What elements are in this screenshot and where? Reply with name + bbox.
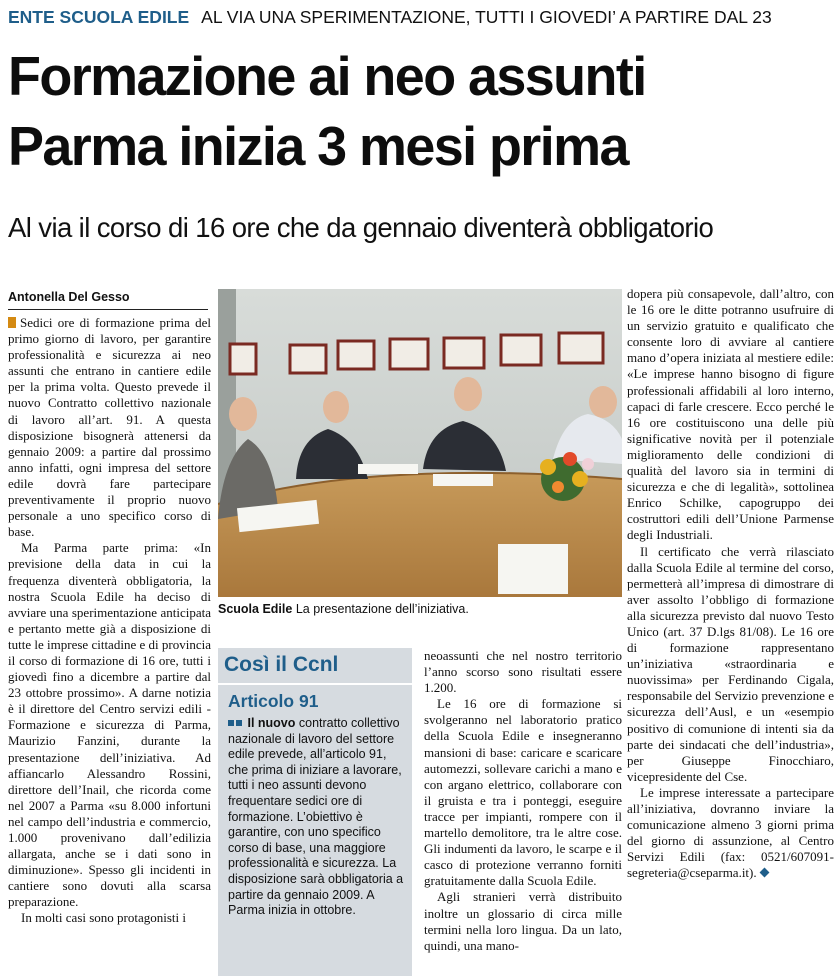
article-column-1 bbox=[8, 315, 211, 927]
info-box bbox=[218, 648, 412, 976]
info-box-body: contratto collettivo nazionale di lavoro del settore edile prevede, all’articolo 91, che prima di iniziare a lavorare, tutti i neo assunti devono frequentare sedici ore di formazione. L’obiettivo è garantire, con uno specifico corso di base, una maggiore professionalità e sicurezza. La disposizione sarà obbligatoria a partire da gennaio 2009. A Parma inizia in ottobre. bbox=[228, 716, 404, 918]
paragraph-text: Sedici ore di formazione prima del primo giorno di lavoro, per garantire professionalità e sicurezza ai neo assunti che entrano in cantiere edile per la prima volta. Questo prevede il nuovo Contratto collettivo nazionale di lavoro all’art. 91. A questa disposizione bisognerà attenersi da gennaio 2009: a partire dal prossimo anno infatti, ogni impresa del settore edile dovrà fare partecipare preventivamente il proprio nuovo personale a uno specifico corso di base. bbox=[8, 315, 211, 540]
paragraph bbox=[8, 315, 211, 540]
kicker-text: AL VIA UNA SPERIMENTAZIONE, TUTTI I GIOVEDI’ A PARTIRE DAL 23 bbox=[201, 7, 772, 27]
paragraph: dopera più consapevole, dall’altro, con le 16 ore le ditte potranno usufruire di un servizio gratuito e qualificato che consente loro di avviare al cantiere mano d’opera iniziata al mestiere edile: «Le imprese hanno bisogno di figure professionali affidabili al loro interno, capaci di farle crescere. Ecco perché le 16 ore costituiscono una delle più significative novità per il potenziale miglioramento delle condizioni di qualità del lavoro sia in termini di sicurezza e che di legalità», sottolinea Enrico Schilke, capogruppo dei costruttori edili dell’Unione Parmense degli Industriali. bbox=[627, 286, 834, 543]
square-marker-icon bbox=[236, 720, 242, 726]
paragraph: neoassunti che nel nostro territorio l’anno scorso sono risultati essere 1.200. bbox=[424, 648, 622, 696]
caption-label: Scuola Edile bbox=[218, 602, 293, 616]
bullet-marker-icon bbox=[8, 317, 16, 328]
paragraph: Ma Parma parte prima: «In previsione della data in cui la frequenza diventerà obbligatoria, la nostra Scuola Edile ha deciso di avviare una sperimentazione anticipata e pertanto mette già a disposizione di tutte le imprese cittadine e di provincia il corso di formazione di 16 ore, tutti i giovedì fino a dicembre a partire dal 23 ottobre prossimo». A darne notizia è il direttore del Centro servizi edili - Formazione e sicurezza di Parma, Maurizio Fanzini, durante la presentazione dell’iniziativa. Ad affiancarlo Alessandro Rossini, direttore dell’Inail, che ricorda come nel 2007 a Parma «su 8.000 infortuni nel campo dell’industria e commercio, 1.000 provenivano dall’edilizia allargata, anche se i dati sono in diminuzione». Spesso gli incidenti in cantiere sono dovuti alla scarsa preparazione. bbox=[8, 540, 211, 910]
paragraph: Il certificato che verrà rilasciato dalla Scuola Edile al termine del corso, permetterà all’impresa di dimostrare di aver assolto l’obbligo di formazione alla sicurezza previsto dal nuovo Testo Unico (art. 37 D.lgs 81/08). Le 16 ore di formazione rappresentano un’iniziativa «straordinaria e nuovissima» per Ferdinando Cigala, responsabile del Servizio prevenzione e sicurezza dell’Ausl, e un «esempio positivo di comunione di intenti sia da parte dei sindacati che dell’industria», per Giuseppe Finocchiaro, vicepresidente del Cse. bbox=[627, 543, 834, 784]
paragraph: In molti casi sono protagonisti i bbox=[21, 910, 187, 926]
square-marker-icon bbox=[228, 720, 234, 726]
caption-text: La presentazione dell’iniziativa. bbox=[295, 602, 469, 616]
paragraph: Agli stranieri verrà distribuito inoltre un glossario di circa mille termini nella loro lingua. Da un lato, quindi, una mano- bbox=[424, 889, 622, 953]
paragraph bbox=[627, 785, 834, 882]
headline-line-1: Formazione ai neo assunti bbox=[8, 45, 646, 107]
paragraph: Le 16 ore di formazione si svolgeranno nel laboratorio pratico della Scuola Edile e insegneranno mansioni di base: caricare e scaricare automezzi, sollevare carichi a mano e con argano elettrico, collaborare con il gruista e tra i ponteggi, eseguire tracce per impianti, rompere con il martello demolitore, tra le altre cose. Gli indumenti da lavoro, le scarpe e il casco di protezione verranno forniti gratuitamente dalla Scuola Edile. bbox=[424, 696, 622, 889]
info-box-divider bbox=[218, 683, 412, 685]
subheadline: Al via il corso di 16 ore che da gennaio diventerà obbligatorio bbox=[8, 212, 714, 243]
info-box-lead: Il nuovo bbox=[247, 716, 296, 730]
headline-line-2: Parma inizia 3 mesi prima bbox=[8, 115, 628, 177]
byline: Antonella Del Gesso bbox=[8, 289, 208, 310]
kicker-tag: ENTE SCUOLA EDILE bbox=[8, 7, 190, 27]
end-mark-icon bbox=[759, 868, 769, 878]
info-box-text bbox=[228, 716, 406, 919]
paragraph-text: Le imprese interessate a partecipare all’iniziativa, dovranno inviare la comunicazione almeno 3 giorni prima del giorno di assunzione, al Centro Servizi Edili (fax: 0521/607091- segreteria@cseparma.it). bbox=[627, 784, 834, 881]
info-box-title: Così il Ccnl bbox=[224, 653, 339, 676]
article-column-2 bbox=[424, 648, 622, 954]
meeting-photo-image bbox=[218, 289, 622, 597]
info-box-subtitle: Articolo 91 bbox=[228, 691, 319, 711]
photo-caption bbox=[218, 601, 622, 617]
kicker bbox=[8, 4, 834, 30]
article-column-3 bbox=[627, 286, 834, 881]
meeting-photo bbox=[218, 289, 622, 597]
